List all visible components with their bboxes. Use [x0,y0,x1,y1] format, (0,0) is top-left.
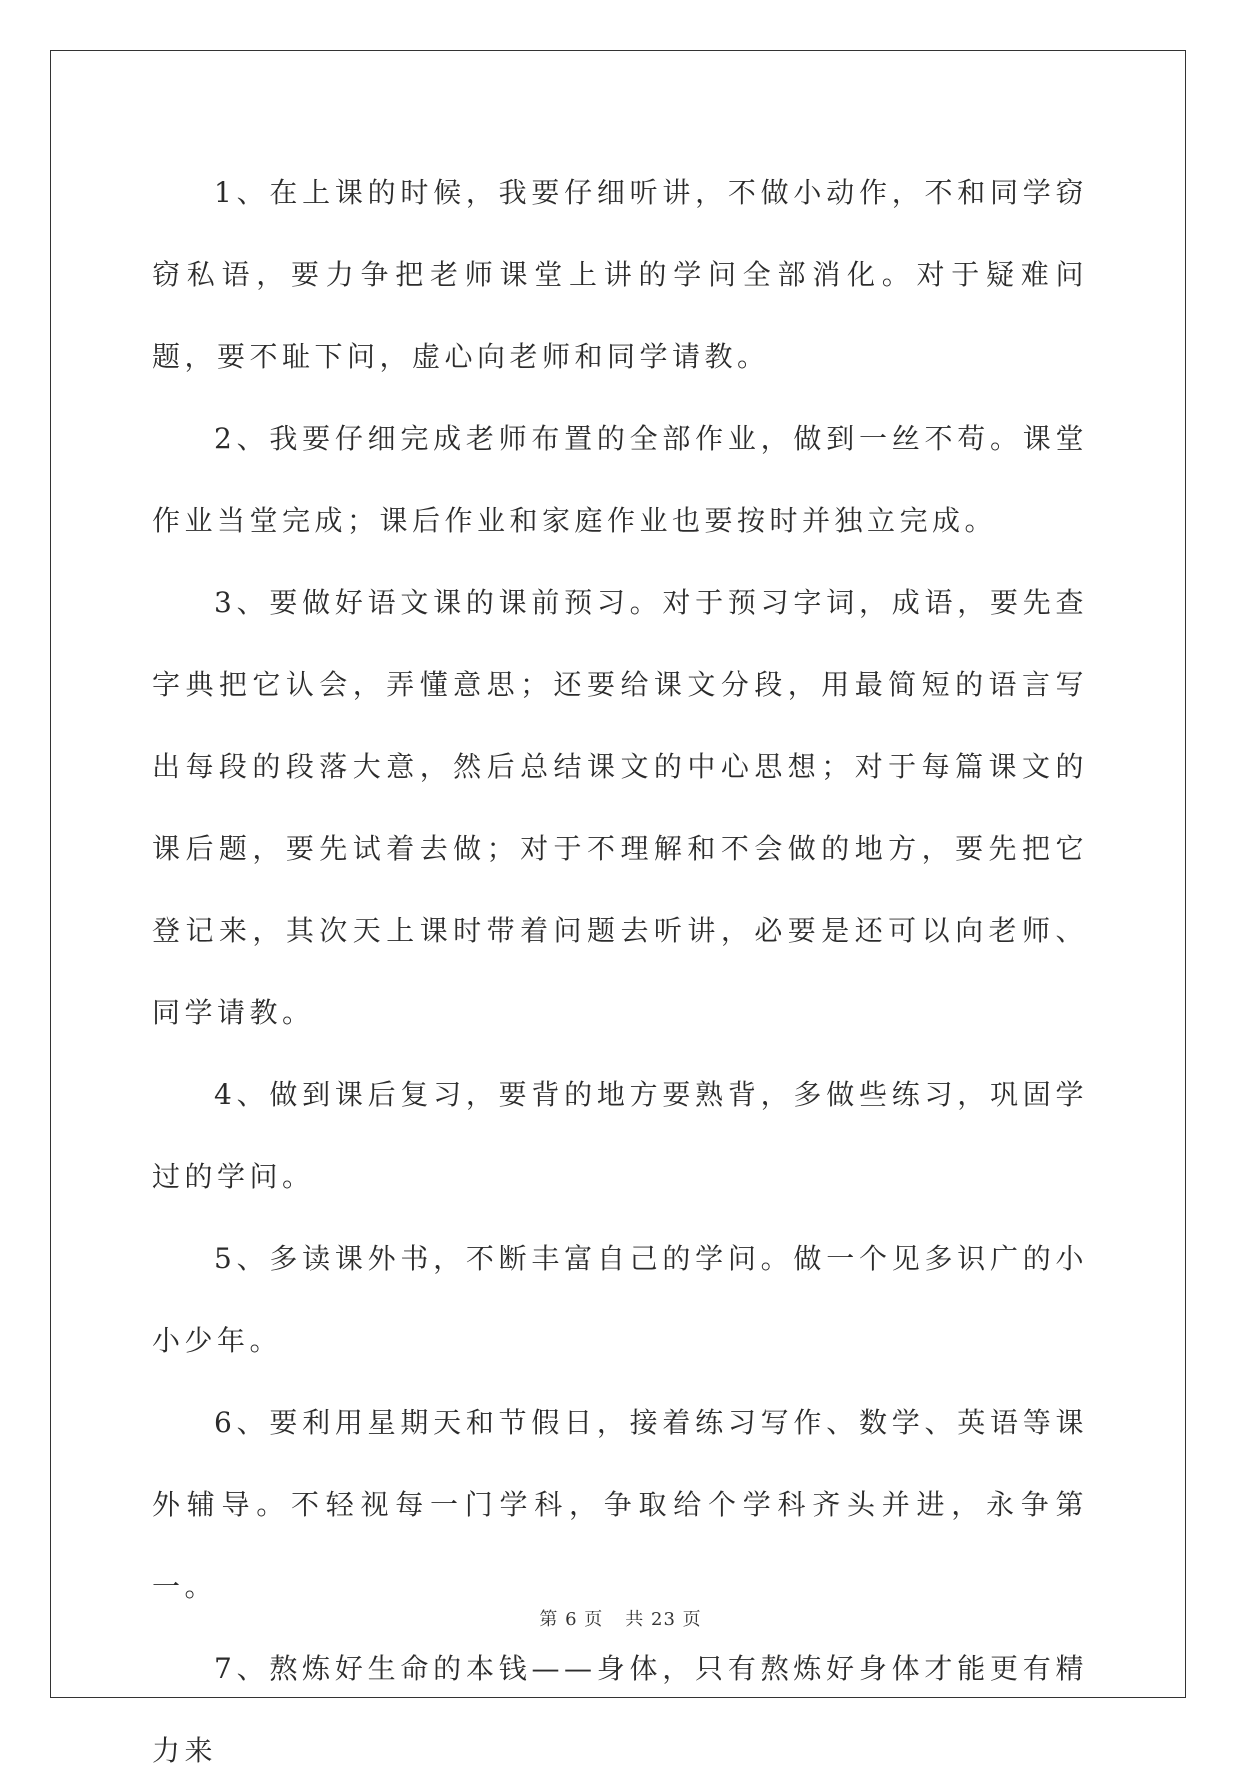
total-page-count: 共 23 页 [625,1609,702,1630]
paragraph-5: 5、多读课外书，不断丰富自己的学问。做一个见多识广的小小少年。 [152,1242,1088,1357]
current-page-number: 第 6 页 [539,1609,604,1630]
paragraph-6: 6、要利用星期天和节假日，接着练习写作、数学、英语等课外辅导。不轻视每一门学科，争取给个学科齐头并进，永争第一。 [152,1406,1088,1603]
paragraph-1: 1、在上课的时候，我要仔细听讲，不做小动作，不和同学窃窃私语，要力争把老师课堂上讲的学问全部消化。对于疑难问题，要不耻下问，虚心向老师和同学请教。 [152,176,1088,373]
paragraph-4: 4、做到课后复习，要背的地方要熟背，多做些练习，巩固学过的学问。 [152,1078,1088,1193]
paragraph-7: 7、熬炼好生命的本钱——身体，只有熬炼好身体才能更有精力来 [152,1652,1088,1767]
document-body [152,152,1088,1792]
paragraph-3: 3、要做好语文课的课前预习。对于预习字词，成语，要先查字典把它认会，弄懂意思；还要给课文分段，用最简短的语言写出每段的段落大意，然后总结课文的中心思想；对于每篇课文的课后题，要先试着去做；对于不理解和不会做的地方，要先把它登记来，其次天上课时带着问题去听讲，必要是还可以向老师、同学请教。 [152,586,1088,1029]
page-footer [0,1605,1241,1631]
paragraph-2: 2、我要仔细完成老师布置的全部作业，做到一丝不苟。课堂作业当堂完成；课后作业和家庭作业也要按时并独立完成。 [152,422,1088,537]
